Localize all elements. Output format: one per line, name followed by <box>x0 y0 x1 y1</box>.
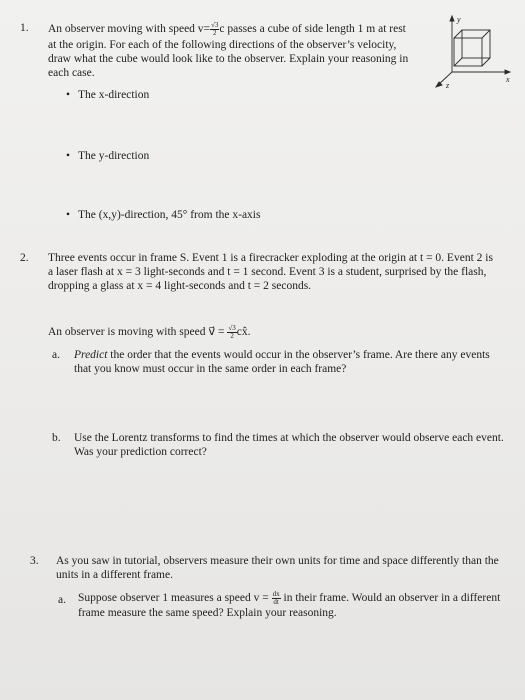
q1-bullet-xy: • The (x,y)-direction, 45° from the x-axis <box>66 209 260 222</box>
q2-observer-line <box>48 325 250 340</box>
q3-line2: units in a different frame. <box>56 569 173 581</box>
q1-line1-post: c passes a cube of side length 1 m at rest <box>219 23 406 36</box>
q3a-frac-num: dx <box>272 590 280 598</box>
q1-number: 1. <box>20 22 29 34</box>
z-axis-arrow-icon <box>436 82 442 87</box>
q2-line3: dropping a glass at x = 4 light-seconds and t = 2 seconds. <box>48 280 312 292</box>
q2-number: 2. <box>20 252 29 264</box>
q3-line1: As you saw in tutorial, observers measure their own units for time and space differently than the <box>56 555 499 567</box>
q2-frac-num: √3 <box>228 324 236 332</box>
q2b-line1: Use the Lorentz transforms to find the times at which the observer would observe each event. <box>74 432 504 444</box>
q2a-predict-word: Predict <box>74 349 108 361</box>
q1-frac-den: 2 <box>212 29 217 37</box>
y-axis-arrow-icon <box>450 16 454 21</box>
q2a-label: a. <box>52 349 60 361</box>
q1-bullet-x: • The x-direction <box>66 89 149 102</box>
q3a-label: a. <box>58 594 66 606</box>
q3a-line2: frame measure the same speed? Explain your reasoning. <box>78 607 337 619</box>
q3a-line1 <box>78 591 500 606</box>
x-axis-arrow-icon <box>505 70 510 74</box>
q3a-pre: Suppose observer 1 measures a speed v = <box>78 592 269 605</box>
q2-frac-den: 2 <box>230 332 234 340</box>
x-axis-label: x <box>506 75 510 84</box>
q2a-line2: that you know must occur in the same order in each frame? <box>74 363 347 375</box>
q1-bullet-y: • The y-direction <box>66 150 149 163</box>
q1-frac-num: √3 <box>211 21 219 29</box>
q3a-speed-fraction <box>272 591 281 606</box>
q1-line4: each case. <box>48 67 95 79</box>
q3a-post: in their frame. Would an observer in a different <box>283 592 501 605</box>
q1-line1-pre: An observer moving with speed v= <box>48 23 211 36</box>
q1-line3: draw what the cube would look like to the observer. Explain your reasoning in <box>48 53 409 65</box>
q1-line1 <box>48 22 406 37</box>
y-axis-label: y <box>457 15 461 24</box>
q2-speed-fraction <box>227 325 236 340</box>
q3-number: 3. <box>30 555 39 567</box>
q2b-label: b. <box>52 432 61 444</box>
q2-observer-post: cx̂. <box>236 326 251 339</box>
q2-line1: Three events occur in frame S. Event 1 is a firecracker exploding at the origin at t = 0. Event 2 is <box>48 252 493 264</box>
cube-diagram <box>434 12 514 92</box>
q2-line2: a laser flash at x = 3 light-seconds and t = 1 second. Event 3 is a student, surprised by the flash, <box>48 266 487 278</box>
q2a-line1-rest: the order that the events would occur in the observer’s frame. Are there any events <box>107 349 490 361</box>
q3a-frac-den: dt <box>273 598 279 606</box>
q1-line2: at the origin. For each of the following directions of the observer’s velocity, <box>48 39 397 51</box>
q1-speed-fraction <box>210 22 219 37</box>
q2-observer-pre: An observer is moving with speed v⃗ = <box>48 326 225 339</box>
z-axis-label: z <box>446 81 450 90</box>
q2b-line2: Was your prediction correct? <box>74 446 207 458</box>
q2a-line1 <box>74 349 490 362</box>
